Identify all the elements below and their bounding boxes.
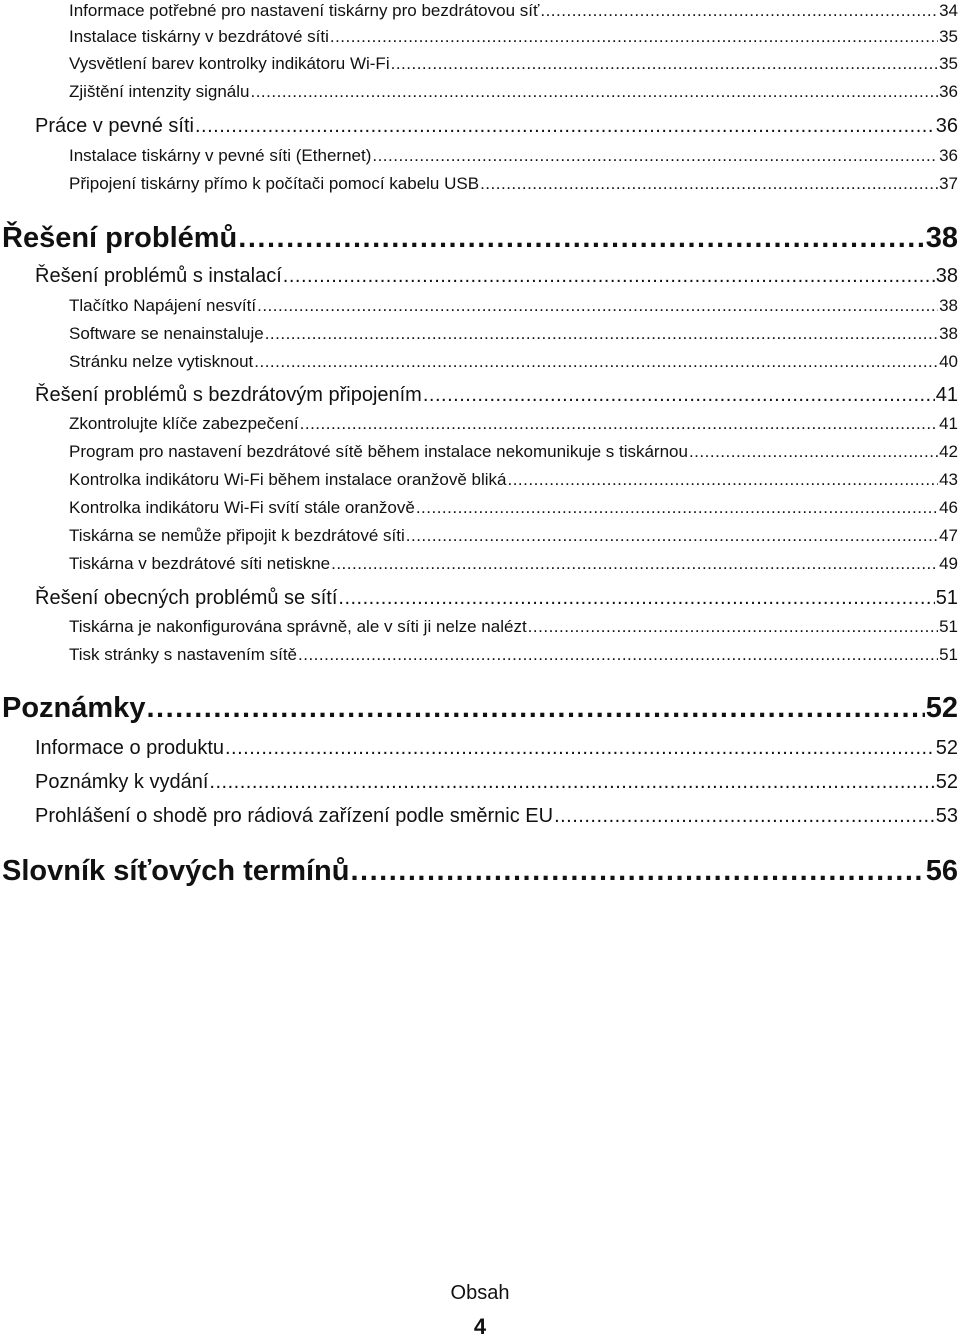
toc-entry-title: Prohlášení o shodě pro rádiová zařízení podle směrnic EU [35, 805, 554, 827]
toc-entry-title: Stránku nelze vytisknout [69, 352, 254, 371]
toc-entry[interactable] [35, 112, 958, 140]
toc-entry-page: 52 [935, 737, 958, 759]
toc-entry[interactable] [69, 52, 958, 76]
dot-leader [416, 496, 938, 520]
toc-entry[interactable] [69, 412, 958, 436]
dot-leader [298, 643, 938, 667]
dot-leader [331, 552, 938, 576]
toc-entry-title: Řešení obecných problémů se sítí [35, 587, 338, 609]
toc-entry[interactable] [69, 144, 958, 168]
toc-entry[interactable] [69, 172, 958, 196]
toc-entry-title: Kontrolka indikátoru Wi-Fi svítí stále oranžově [69, 498, 415, 517]
toc-entry[interactable] [35, 381, 958, 409]
dot-leader [554, 802, 935, 830]
dot-leader [330, 25, 938, 49]
toc-entry-page: 36 [939, 82, 958, 101]
toc-chapter-page: 52 [925, 692, 958, 724]
toc-entry[interactable] [69, 615, 958, 639]
toc-entry[interactable] [69, 468, 958, 492]
dot-leader [300, 412, 938, 436]
dot-leader [209, 768, 934, 796]
toc-entry-page: 36 [939, 146, 958, 165]
toc-entry-page: 47 [939, 526, 958, 545]
toc-entry[interactable] [69, 0, 958, 23]
toc-entry-title: Zkontrolujte klíče zabezpečení [69, 414, 299, 433]
toc-entry-title: Kontrolka indikátoru Wi-Fi během instalace oranžově bliká [69, 470, 507, 489]
toc-entry-title: Program pro nastavení bezdrátové sítě během instalace nekomunikuje s tiskárnou [69, 442, 688, 461]
toc-entry-title: Informace o produktu [35, 737, 224, 759]
toc-entry-page: 51 [939, 645, 958, 664]
toc-chapter-page: 38 [925, 222, 958, 254]
toc-chapter[interactable] [2, 688, 958, 728]
toc-entry[interactable] [69, 440, 958, 464]
toc-entry-page: 51 [935, 587, 958, 609]
toc-entry-title: Připojení tiskárny přímo k počítači pomocí kabelu USB [69, 174, 480, 193]
toc-entry[interactable] [69, 322, 958, 346]
toc-entry[interactable] [69, 25, 958, 49]
dot-leader [146, 688, 924, 728]
toc-entry-page: 40 [939, 352, 958, 371]
toc-chapter-page: 56 [925, 855, 958, 887]
dot-leader [283, 262, 935, 290]
dot-leader [540, 0, 938, 23]
dot-leader [238, 218, 924, 258]
toc-entry-title: Tiskárna v bezdrátové síti netiskne [69, 554, 331, 573]
toc-entry-page: 53 [935, 805, 958, 827]
dot-leader [225, 734, 935, 762]
dot-leader [351, 851, 925, 891]
toc-entry-page: 51 [939, 617, 958, 636]
toc-entry-title: Řešení problémů s instalací [35, 265, 282, 287]
toc-entry-title: Informace potřebné pro nastavení tiskárny pro bezdrátovou síť [69, 1, 540, 20]
toc-entry-page: 41 [935, 384, 958, 406]
toc-entry[interactable] [69, 496, 958, 520]
toc-entry[interactable] [35, 584, 958, 612]
dot-leader [250, 80, 938, 104]
toc-entry[interactable] [35, 734, 958, 762]
dot-leader [257, 294, 938, 318]
toc-entry-page: 43 [939, 470, 958, 489]
toc-entry[interactable] [69, 294, 958, 318]
toc-chapter[interactable] [2, 218, 958, 258]
footer-section-title: Obsah [450, 1282, 510, 1304]
footer-page-number: 4 [473, 1314, 487, 1339]
toc-entry-title: Zjištění intenzity signálu [69, 82, 250, 101]
toc-entry-title: Instalace tiskárny v bezdrátové síti [69, 27, 329, 46]
toc-entry-page: 42 [939, 442, 958, 461]
dot-leader [528, 615, 938, 639]
toc-chapter[interactable] [2, 851, 958, 891]
toc-entry-page: 35 [939, 54, 958, 73]
dot-leader [195, 112, 935, 140]
toc-chapter-title: Slovník síťových termínů [2, 855, 350, 887]
toc-entry[interactable] [35, 802, 958, 830]
toc-entry-page: 38 [939, 296, 958, 315]
toc-entry-page: 41 [939, 414, 958, 433]
toc-entry[interactable] [69, 524, 958, 548]
dot-leader [507, 468, 938, 492]
toc-entry-page: 34 [939, 1, 958, 20]
toc-entry[interactable] [35, 262, 958, 290]
dot-leader [338, 584, 934, 612]
toc-entry-title: Práce v pevné síti [35, 115, 194, 137]
dot-leader [265, 322, 938, 346]
dot-leader [689, 440, 938, 464]
dot-leader [423, 381, 935, 409]
toc-entry-page: 46 [939, 498, 958, 517]
dot-leader [480, 172, 938, 196]
toc-entry-page: 35 [939, 27, 958, 46]
toc-entry[interactable] [69, 643, 958, 667]
toc-entry-page: 36 [935, 115, 958, 137]
toc-entry[interactable] [69, 80, 958, 104]
toc-entry-page: 37 [939, 174, 958, 193]
toc-entry[interactable] [69, 350, 958, 374]
toc-entry-title: Řešení problémů s bezdrátovým připojením [35, 384, 422, 406]
toc-entry-page: 38 [939, 324, 958, 343]
toc-entry-page: 52 [935, 771, 958, 793]
toc-entry-title: Instalace tiskárny v pevné síti (Ethernet) [69, 146, 372, 165]
toc-entry-title: Tiskárna je nakonfigurována správně, ale v síti ji nelze nalézt [69, 617, 527, 636]
toc-entry-page: 38 [935, 265, 958, 287]
toc-entry-page: 49 [939, 554, 958, 573]
dot-leader [372, 144, 938, 168]
toc-chapter-title: Poznámky [2, 692, 146, 724]
toc-entry-title: Poznámky k vydání [35, 771, 209, 793]
toc-entry-title: Tiskárna se nemůže připojit k bezdrátové síti [69, 526, 405, 545]
toc-chapter-title: Řešení problémů [2, 222, 238, 254]
dot-leader [406, 524, 938, 548]
toc-entry-title: Vysvětlení barev kontrolky indikátoru Wi-Fi [69, 54, 390, 73]
toc-entry[interactable] [69, 552, 958, 576]
toc-entry-title: Software se nenainstaluje [69, 324, 264, 343]
dot-leader [391, 52, 938, 76]
toc-entry[interactable] [35, 768, 958, 796]
toc-entry-title: Tisk stránky s nastavením sítě [69, 645, 297, 664]
toc-entry-title: Tlačítko Napájení nesvítí [69, 296, 257, 315]
dot-leader [254, 350, 938, 374]
